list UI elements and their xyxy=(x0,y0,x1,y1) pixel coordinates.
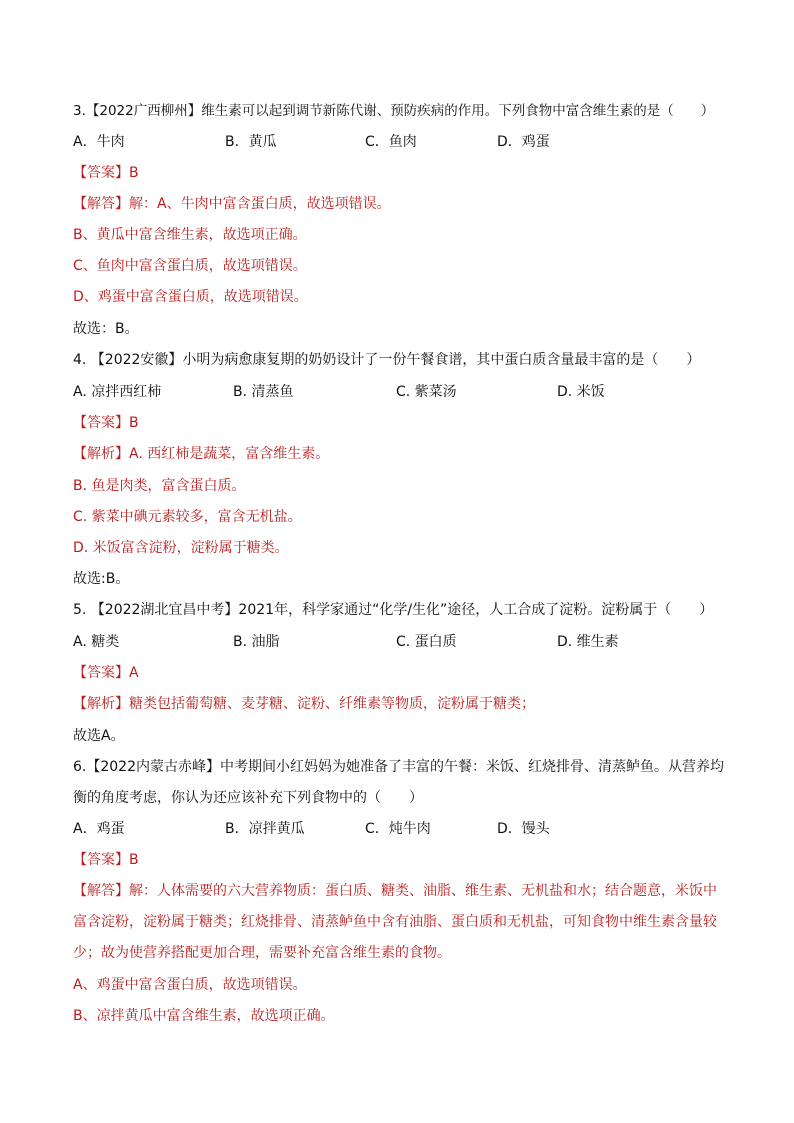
analysis-text: 糖类包括葡萄糖、麦芽糖、淀粉、纤维素等物质，淀粉属于糖类； xyxy=(129,696,535,712)
q6-option-c: C．炖牛肉 xyxy=(365,821,431,837)
q4-analysis-4: D. 米饭富含淀粉，淀粉属于糖类。 xyxy=(73,540,289,556)
q6-analysis-3: 少；故为使营养搭配更加合理，需要补充富含维生素的食物。 xyxy=(73,945,451,961)
q4-stem: 4. 【2022安徽】小明为病愈康复期的奶奶设计了一份午餐食谱，其中蛋白质含量最丰富的是（ ） xyxy=(73,352,701,368)
q5-option-a: A. 糖类 xyxy=(73,634,120,650)
answer-value: B xyxy=(129,415,139,431)
q5-option-b: B. 油脂 xyxy=(233,634,280,650)
analysis-tag: 【解析】 xyxy=(73,696,129,712)
q6-analysis-1 xyxy=(73,882,717,900)
q6-option-a: A．鸡蛋 xyxy=(73,821,125,837)
q3-conclusion: 故选：B。 xyxy=(73,321,139,337)
analysis-text: 解：A、牛肉中富含蛋白质，故选项错误。 xyxy=(129,196,391,212)
q3-analysis-1 xyxy=(73,195,391,213)
q5-analysis-1 xyxy=(73,695,535,713)
q4-conclusion: 故选:B。 xyxy=(73,571,130,587)
q6-option-d: D．馒头 xyxy=(497,821,550,837)
q5-option-c: C. 蛋白质 xyxy=(396,634,457,650)
analysis-tag: 【解答】 xyxy=(73,883,129,899)
analysis-text: A. 西红柿是蔬菜，富含维生素。 xyxy=(129,446,330,462)
q3-option-c: C．鱼肉 xyxy=(365,134,417,150)
answer-tag: 【答案】 xyxy=(73,415,129,431)
analysis-text: 解：人体需要的六大营养物质：蛋白质、糖类、油脂、维生素、无机盐和水；结合题意，米饭中 xyxy=(129,883,717,899)
answer-value: B xyxy=(129,852,139,868)
q6-analysis-2: 富含淀粉，淀粉属于糖类；红烧排骨、清蒸鲈鱼中含有油脂、蛋白质和无机盐，可知食物中维生素含量较 xyxy=(73,914,717,930)
q4-option-a: A. 凉拌西红柿 xyxy=(73,384,162,400)
q3-option-d: D．鸡蛋 xyxy=(497,134,550,150)
answer-tag: 【答案】 xyxy=(73,665,129,681)
q6-analysis-5: B、凉拌黄瓜中富含维生素，故选项正确。 xyxy=(73,1008,335,1024)
q5-stem: 5. 【2022湖北宜昌中考】2021年，科学家通过“化学/生化”途径，人工合成了淀粉。淀粉属于（ ） xyxy=(73,602,714,618)
q5-option-d: D. 维生素 xyxy=(557,634,619,650)
answer-tag: 【答案】 xyxy=(73,852,129,868)
answer-value: A xyxy=(129,665,139,681)
q3-answer xyxy=(73,164,139,182)
q5-answer xyxy=(73,664,139,682)
q4-analysis-3: C. 紫菜中碘元素较多，富含无机盐。 xyxy=(73,509,302,525)
q3-analysis-4: D、鸡蛋中富含蛋白质，故选项错误。 xyxy=(73,289,308,305)
q4-option-c: C. 紫菜汤 xyxy=(396,384,457,400)
q4-answer xyxy=(73,414,139,432)
answer-value: B xyxy=(129,165,139,181)
q6-option-b: B．凉拌黄瓜 xyxy=(225,821,305,837)
answer-tag: 【答案】 xyxy=(73,165,129,181)
q6-stem-line-1: 6.【2022内蒙古赤峰】中考期间小红妈妈为她准备了丰富的午餐：米饭、红烧排骨、清蒸鲈鱼。从营养均 xyxy=(73,759,724,775)
q6-analysis-4: A、鸡蛋中富含蛋白质，故选项错误。 xyxy=(73,977,307,993)
q3-stem: 3.【2022广西柳州】维生素可以起到调节新陈代谢、预防疾病的作用。下列食物中富含维生素的是（ ） xyxy=(73,103,715,119)
q6-answer xyxy=(73,851,139,869)
analysis-tag: 【解析】 xyxy=(73,446,129,462)
q4-analysis-2: B. 鱼是肉类，富含蛋白质。 xyxy=(73,478,246,494)
q4-option-d: D. 米饭 xyxy=(557,384,605,400)
q4-analysis-1 xyxy=(73,445,329,463)
q6-stem-line-2: 衡的角度考虑，你认为还应该补充下列食物中的（ ） xyxy=(73,790,423,806)
q3-option-a: A．牛肉 xyxy=(73,134,125,150)
q4-option-b: B. 清蒸鱼 xyxy=(233,384,294,400)
q3-analysis-3: C、鱼肉中富含蛋白质，故选项错误。 xyxy=(73,258,307,274)
analysis-tag: 【解答】 xyxy=(73,196,129,212)
q5-conclusion: 故选A。 xyxy=(73,728,125,744)
q3-analysis-2: B、黄瓜中富含维生素，故选项正确。 xyxy=(73,227,307,243)
q3-option-b: B．黄瓜 xyxy=(225,134,277,150)
